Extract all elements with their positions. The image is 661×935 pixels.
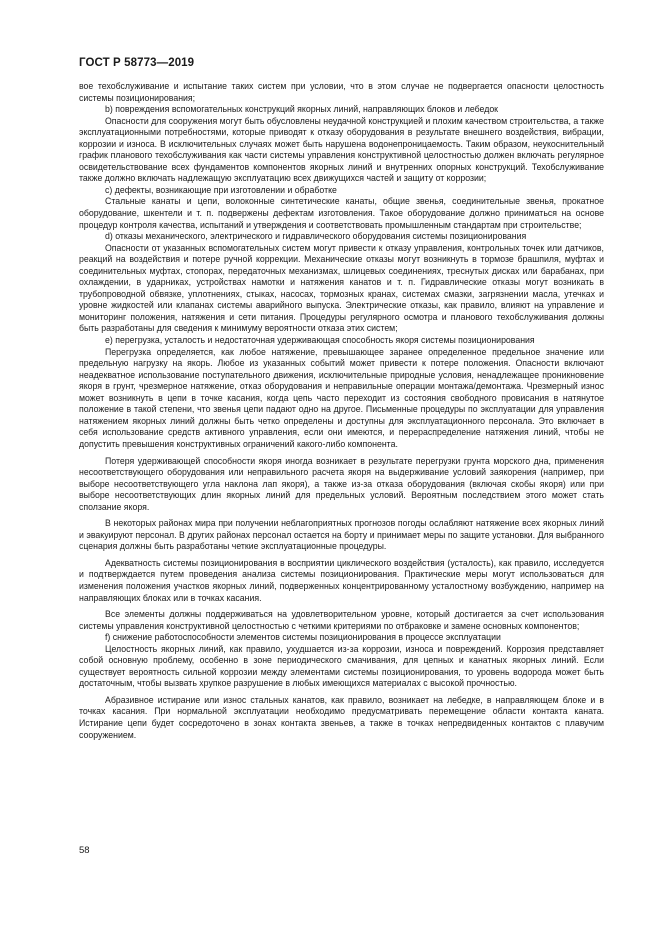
document-body bbox=[79, 81, 604, 741]
list-item-f: f) снижение работоспособности элементов системы позиционирования в процессе эксплуатации bbox=[105, 632, 501, 643]
paragraph: Стальные канаты и цепи, волоконные синтетические канаты, общие звенья, соединительные звенья, прокатное оборудование, шкентели и т. п. подвержены дефектам изготовления. Такое оборудование должно приниматься на основе процедур контроля качества, испытаний и утверждения и соответствовать промышленным стандартам при строительстве; bbox=[79, 196, 604, 230]
paragraph: Потеря удерживающей способности якоря иногда возникает в результате перегрузки грунта морского дна, применения несоответствующего оборудования или неправильного расчета якоря на выдерживание условий заякорения (например, при выборе несоответствующего угла наклона лап якоря), а также из-за отказа оборудования (включая скобы якоря) или при выборе несоответствующих длин якорных линий для предельных условий. Вероятным последствием этого может стать сползание якоря. bbox=[79, 455, 604, 512]
paragraph: Абразивное истирание или износ стальных канатов, как правило, возникает на лебедке, в направляющем блоке и в точках касания. При нормальной эксплуатации необходимо предусматривать перемещение области контакта каната. Истирание цепи будет сосредоточено в зонах контакта звеньев, а также в точках непредвиденных контактов с плавучим сооружением. bbox=[79, 694, 604, 740]
paragraph: Перегрузка определяется, как любое натяжение, превышающее заранее определенное предельное значение или предельную нагрузку на якорь. Любое из указанных событий может привести к потере положения. Опасности включают неадекватное использование поступательного движения, исключительные природные условия, ненадлежащее проникновение якоря в грунт, чрезмерное натяжение, отказ оборудования и неправильные операции монтажа/демонтажа. Чрезмерный износ может возникнуть в цепи в точке касания, когда цепь часто переходит из состояния свободного провисания в натянутое положение в такой степени, что звенья цепи падают одно на другое. Письменные процедуры по эксплуатации для управления натяжением якорных линий должны быть четко определены и доступны для эксплуатационного персонала. Это включает в себя использование средств активного управления, если они имеются, и перераспределение натяжения линий, чтобы не допустить превышения конструктивных ограничений какого-либо компонента. bbox=[79, 346, 604, 449]
paragraph: Все элементы должны поддерживаться на удовлетворительном уровне, который достигается за счет использования системы управления конструктивной целостностью с четкими критериями по отбраковке и замене основных компонентов; bbox=[79, 609, 604, 631]
paragraph: Целостность якорных линий, как правило, ухудшается из-за коррозии, износа и повреждений. Коррозия представляет собой основную проблему, особенно в зоне периодического смачивания, для цепных и канатных якорных линий. Если существует вероятность сильной коррозии между элементами системы позиционирования, то уровень водорода может быть достаточным, чтобы вызвать хрупкое разрушение в любых имеющихся материалах с высокой прочностью. bbox=[79, 643, 604, 689]
paragraph: Опасности для сооружения могут быть обусловлены неудачной конструкцией и плохим качеством строительства, а также эксплуатационными потребностями, которые приводят к отказу оборудования в результате внешнего воздействия, вибрации, коррозии и износа. В исключительных случаях может быть нарушена водонепроницаемость. Таким образом, неукоснительный график планового техобслуживания как части системы управления конструктивной целостностью должен включать регулярное освидетельствование всех фундаментов компонентов якорных линий и внутренних опорных конструкций. Техобслуживание также должно включать надлежащую эксплуатацию всех движущихся частей и защиту от коррозии; bbox=[79, 115, 604, 184]
paragraph: Адекватность системы позиционирования в восприятии циклического воздействия (усталость), как правило, исследуется и подтверждается путем проведения анализа системы позиционирования. Практические меры могут использоваться для изменения положения участков якорных линий, подверженных концентрированному усталостному возбуждению, например на направляющих блоках или в точках касания. bbox=[79, 557, 604, 603]
paragraph: В некоторых районах мира при получении неблагоприятных прогнозов погоды ослабляют натяжение всех якорных линий и эвакуируют персонал. В других районах персонал остается на борту и принимает меры по защите установки. Для выбранного сценария должны быть разработаны четкие эксплуатационные процедуры. bbox=[79, 518, 604, 552]
list-item-d: d) отказы механического, электрического и гидравлического оборудования системы позиционирования bbox=[105, 231, 527, 242]
standard-header: ГОСТ Р 58773—2019 bbox=[79, 57, 195, 69]
list-item-c: c) дефекты, возникающие при изготовлении и обработке bbox=[105, 184, 337, 195]
paragraph: Опасности от указанных вспомогательных систем могут привести к отказу управления, контрольных точек или датчиков, реакций на воздействия и потере ручной коррекции. Механические отказы могут возникнуть в тормозе брашпиля, муфтах и соединительных муфтах, стопорах, передаточных механизмах, шлицевых соединениях, треснутых дисках или барабанах, при охлаждении, в ударниках, устройствах намотки и натяжения канатов и т. п. Гидравлические отказы могут возникать в трубопроводной обвязке, уплотнениях, стыках, насосах, тормозных кранах, системах смазки, загрязнении масла, утечках и уровне жидкостей или клапанах системы аварийного выпуска. Электрические отказы, как правило, влияют на управление и мониторинг положения, натяжения и сети питания. Процедуры регулярного осмотра и планового техобслуживания должны быть разработаны для сведения к минимуму вероятности отказа этих систем; bbox=[79, 242, 604, 334]
page-number: 58 bbox=[79, 845, 90, 856]
list-item-e: e) перегрузка, усталость и недостаточная удерживающая способность якоря системы позиционирования bbox=[105, 335, 535, 346]
paragraph: вое техобслуживание и испытание таких систем при условии, что в этом случае не подвергается опасности целостность системы позиционирования; bbox=[79, 81, 604, 103]
list-item-b: b) повреждения вспомогательных конструкций якорных линий, направляющих блоков и лебедок bbox=[105, 104, 499, 115]
